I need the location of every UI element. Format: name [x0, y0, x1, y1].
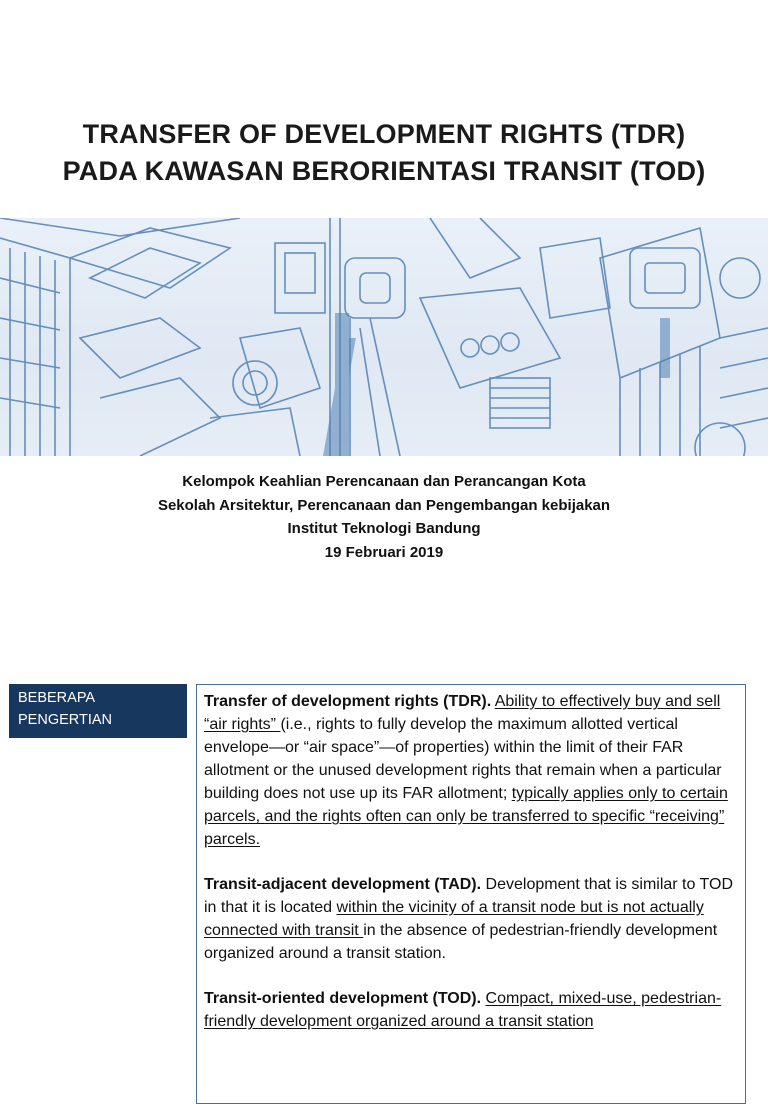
- definition-tdr: [204, 690, 737, 851]
- definition-highlight: Ability to effectively buy and sell “air rights”: [204, 693, 721, 733]
- credit-line: Kelompok Keahlian Perencanaan dan Perancangan Kota: [182, 473, 586, 490]
- definition-text: in the absence of pedestrian-friendly development organized around a transit station.: [204, 922, 718, 962]
- section-label: BEBERAPA PENGERTIAN: [9, 684, 187, 738]
- credits: [0, 470, 768, 564]
- definition-highlight: typically applies only to certain parcels, and the rights often can only be transferred to specific “receiving” parcels.: [204, 785, 728, 848]
- definitions-slide: [0, 610, 768, 1030]
- credit-line: Sekolah Arsitektur, Perencanaan dan Pengembangan kebijakan: [157, 496, 611, 514]
- definition-term: Transfer of development rights (TDR).: [204, 693, 492, 710]
- definition-tad: [204, 873, 737, 965]
- definition-highlight: within the vicinity of a transit node but is not actually connected with transit: [204, 899, 704, 939]
- definition-tod: [204, 987, 737, 1033]
- city-banner-image: [0, 218, 768, 456]
- definition-text: Development that is similar to TOD in that it is located: [204, 876, 734, 916]
- definitions-box: [196, 684, 746, 1104]
- page-title: [0, 116, 768, 190]
- credit-line: Institut Teknologi Bandung: [287, 520, 481, 537]
- definition-term: Transit-adjacent development (TAD).: [204, 876, 482, 893]
- definition-term: Transit-oriented development (TOD).: [204, 990, 482, 1007]
- city-illustration: [0, 218, 768, 456]
- definition-highlight: Compact, mixed-use, pedestrian-friendly development organized around a transit station: [204, 990, 722, 1030]
- title-line-1: TRANSFER OF DEVELOPMENT RIGHTS (TDR): [82, 119, 686, 149]
- definition-text: (i.e., rights to fully develop the maximum allotted vertical envelope—or “air space”—of properties) within the limit of their FAR allotment or the unused development rights that remain when a particular building does not use up its FAR allotment;: [204, 716, 722, 802]
- title-line-2: PADA KAWASAN BERORIENTASI TRANSIT (TOD): [62, 156, 706, 186]
- credit-line: 19 Februari 2019: [324, 543, 444, 561]
